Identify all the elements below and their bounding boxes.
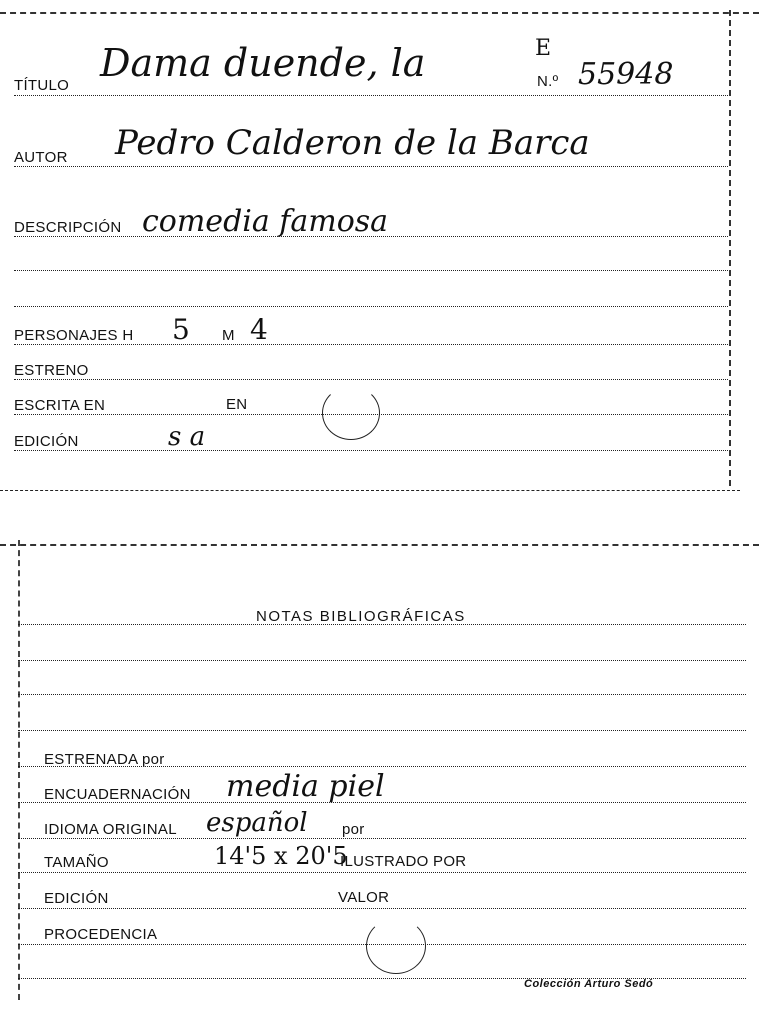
notas-rule-3 <box>18 694 746 695</box>
idioma-rule <box>18 838 746 839</box>
estrenada-rule <box>18 766 746 767</box>
numero-label: N.º <box>537 73 559 90</box>
catalog-card-front <box>0 0 759 496</box>
idioma-label: IDIOMA ORIGINAL <box>44 821 177 838</box>
card-top-edge <box>0 544 759 546</box>
blank-rule-1 <box>14 270 728 271</box>
estreno-label: ESTRENO <box>14 362 89 379</box>
descripcion-rule <box>14 236 728 237</box>
tamano-label: TAMAÑO <box>44 854 109 871</box>
tamano-rule <box>18 872 746 873</box>
numero-mark: E <box>535 36 552 61</box>
edicion-rule <box>14 450 728 451</box>
titulo-rule <box>14 95 728 96</box>
blank-rule-2 <box>14 306 728 307</box>
personajes-m-label: M <box>222 327 235 344</box>
procedencia-label: PROCEDENCIA <box>44 926 158 943</box>
notas-rule-1 <box>18 624 746 625</box>
personajes-m-value: 4 <box>250 313 268 346</box>
descripcion-value: comedia famosa <box>142 204 389 239</box>
idioma-value: español <box>206 808 308 838</box>
card-top-edge <box>0 12 759 14</box>
notas-heading: NOTAS BIBLIOGRÁFICAS <box>256 608 466 625</box>
edicion-valor-rule <box>18 908 746 909</box>
titulo-label: TÍTULO <box>14 77 70 94</box>
idioma-por-label: por <box>342 821 365 838</box>
escrita-label: ESCRITA EN <box>14 397 106 414</box>
personajes-label: PERSONAJES H <box>14 327 134 344</box>
edicion-label: EDICIÓN <box>14 433 79 450</box>
stamp-mark <box>322 386 380 440</box>
personajes-rule <box>14 344 728 345</box>
back-edicion-label: EDICIÓN <box>44 890 109 907</box>
card-left-edge <box>18 540 20 1000</box>
collection-credit: Colección Arturo Sedó <box>524 978 654 990</box>
catalog-card-back <box>0 500 759 1020</box>
notas-rule-2 <box>18 660 746 661</box>
personajes-h-value: 5 <box>172 313 190 346</box>
titulo-value: Dama duende, la <box>100 41 426 85</box>
autor-rule <box>14 166 728 167</box>
encuadernacion-rule <box>18 802 746 803</box>
numero-value: 55948 <box>578 57 674 92</box>
edicion-value: s a <box>168 422 206 452</box>
card-bottom-edge <box>0 490 740 491</box>
card-right-edge <box>729 10 731 486</box>
ilustrado-label: ILUSTRADO POR <box>340 853 467 870</box>
estreno-rule <box>14 379 728 380</box>
notas-rule-4 <box>18 730 746 731</box>
tamano-value: 14'5 x 20'5 <box>214 842 348 870</box>
estrenada-label: ESTRENADA por <box>44 751 165 768</box>
valor-label: VALOR <box>338 889 390 906</box>
autor-label: AUTOR <box>14 149 68 166</box>
escrita-en-label: EN <box>226 396 248 413</box>
stamp-mark <box>366 918 426 974</box>
encuadernacion-label: ENCUADERNACIÓN <box>44 786 191 803</box>
encuadernacion-value: media piel <box>226 769 385 804</box>
autor-value: Pedro Calderon de la Barca <box>115 123 590 163</box>
descripcion-label: DESCRIPCIÓN <box>14 219 122 236</box>
